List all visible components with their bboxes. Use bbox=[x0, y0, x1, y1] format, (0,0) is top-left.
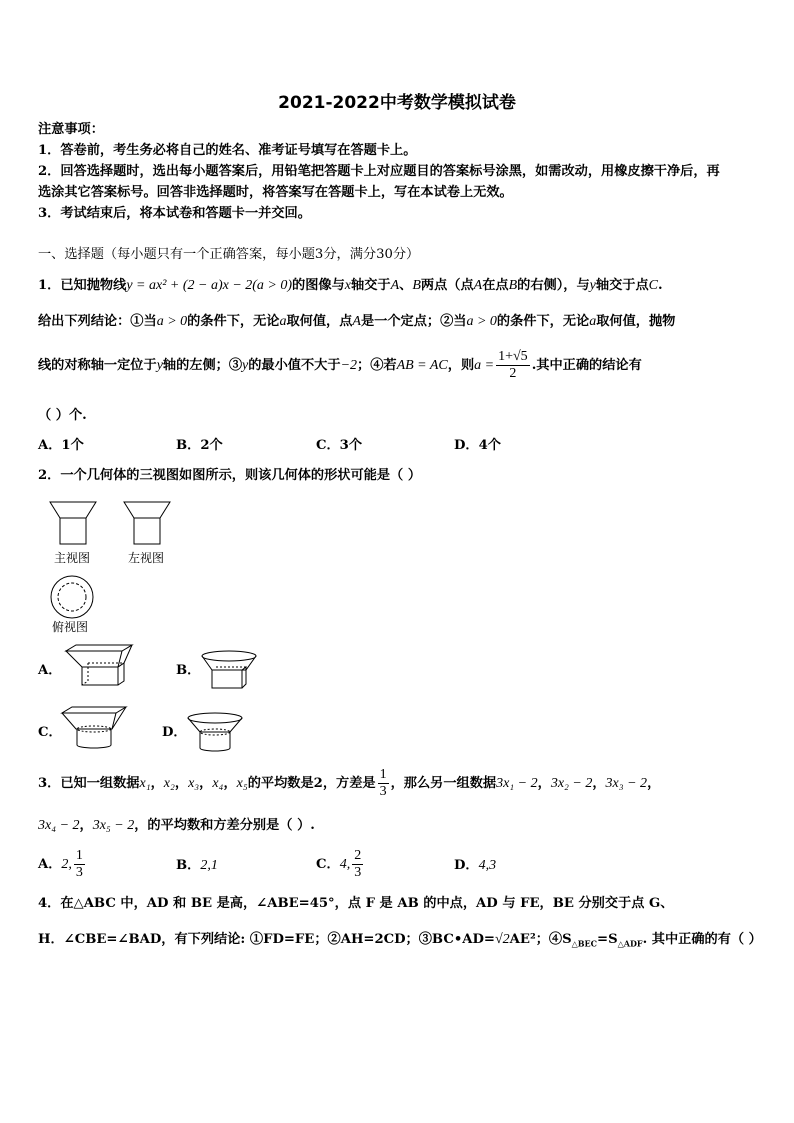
fraction: $\frac{1+√5}{2}$ bbox=[498, 349, 528, 381]
question-3-line-2: 3x₄ − 2，3x₅ − 2，的平均数和方差分别是（ ）. bbox=[38, 818, 315, 833]
option-c[interactable]: C．3个 bbox=[316, 438, 363, 453]
left-view-label: 左视图 bbox=[128, 551, 165, 565]
section-heading: 一、选择题（每小题只有一个正确答案，每小题3分，满分30分） bbox=[38, 247, 420, 262]
q2-option-c-label[interactable]: C． bbox=[38, 725, 62, 740]
option-d[interactable]: D．4个 bbox=[454, 438, 501, 453]
q2-option-d-figure[interactable] bbox=[188, 712, 244, 754]
top-view-label: 俯视图 bbox=[52, 620, 89, 634]
q2-option-a-label[interactable]: A． bbox=[38, 663, 62, 678]
notice-item: 2．回答选择题时，选出每小题答案后，用铅笔把答题卡上对应题目的答案标号涂黑，如需改动，用橡皮擦干净后，再 bbox=[38, 164, 720, 179]
question-1-line-2: 给出下列结论：①当a > 0的条件下，无论a取何值，点A是一个定点；②当a > 0的条件下，无论a取何值，抛物 bbox=[38, 314, 676, 329]
front-view-figure bbox=[50, 502, 100, 547]
q3-option-c[interactable]: C． 4, $\frac{2}{3}$ bbox=[316, 848, 362, 880]
question-1-blank: （ ）个. bbox=[38, 408, 87, 423]
question-2-text: 2．一个几何体的三视图如图所示，则该几何体的形状可能是（ ） bbox=[38, 468, 422, 483]
front-view-label: 主视图 bbox=[54, 551, 91, 565]
top-view-figure bbox=[50, 575, 96, 621]
notice-heading: 注意事项： bbox=[38, 122, 104, 137]
q3-option-a[interactable]: A． 2, $\frac{1}{3}$ bbox=[38, 848, 83, 880]
q2-option-c-figure[interactable] bbox=[62, 707, 128, 751]
fraction: $\frac{1}{3}$ bbox=[379, 767, 387, 799]
notice-item: 选涂其它答案标号。回答非选择题时，将答案写在答题卡上，写在本试卷上无效。 bbox=[38, 185, 513, 200]
notice-item: 1．答卷前，考生务必将自己的姓名、准考证号填写在答题卡上。 bbox=[38, 143, 417, 158]
q2-option-a-figure[interactable] bbox=[66, 645, 136, 687]
q2-option-d-label[interactable]: D． bbox=[162, 725, 187, 740]
option-a[interactable]: A．1个 bbox=[38, 438, 84, 453]
option-b[interactable]: B．2个 bbox=[176, 438, 223, 453]
q2-option-b-figure[interactable] bbox=[202, 650, 258, 690]
fraction: $\frac{1}{3}$ bbox=[75, 848, 83, 880]
question-4-line-1: 4．在△ABC 中，AD 和 BE 是高，∠ABE=45°，点 F 是 AB 的中点，AD 与 FE，BE 分别交于点 G、 bbox=[38, 896, 674, 911]
page-title: 2021-2022中考数学模拟试卷 bbox=[278, 93, 516, 113]
q3-option-d[interactable]: D．4,3 bbox=[454, 858, 497, 873]
question-1-line-3: 线的对称轴一定位于 y 轴的左侧；③ y 的最小值不大于 −2 ；④若 AB = AC ，则 a = $\frac{1+√5}{2}$ .其中正确的结论有 bbox=[38, 349, 642, 381]
question-4-line-2: H．∠CBE=∠BAD，有下列结论: ①FD=FE；②AH=2CD；③BC•AD=√2AE²；$④S_{\triangle BEC}=S_{\triangle ADF}$. 其中正确的有（ ） bbox=[38, 932, 762, 949]
fraction: $\frac{2}{3}$ bbox=[354, 848, 362, 880]
question-1-line-1: 1．已知抛物线y = ax² + (2 − a)x − 2(a > 0)的图像与x轴交于A、B两点（点A在点B的右侧），与y轴交于点C. bbox=[38, 278, 663, 293]
left-view-figure bbox=[124, 502, 174, 547]
q3-option-b[interactable]: B．2,1 bbox=[176, 858, 218, 873]
q2-option-b-label[interactable]: B． bbox=[176, 663, 201, 678]
notice-item: 3．考试结束后，将本试卷和答题卡一并交回。 bbox=[38, 206, 311, 221]
question-3-line-1: 3．已知一组数据 x₁ ， x₂ ， x₃ ， x₄ ， x₅ 的平均数是2，方差是 $\frac{1}{3}$ ，那么另一组数据 3x₁ − 2 ， 3x₂ − 2 ， 3x₃ − 2 ， bbox=[38, 767, 661, 799]
